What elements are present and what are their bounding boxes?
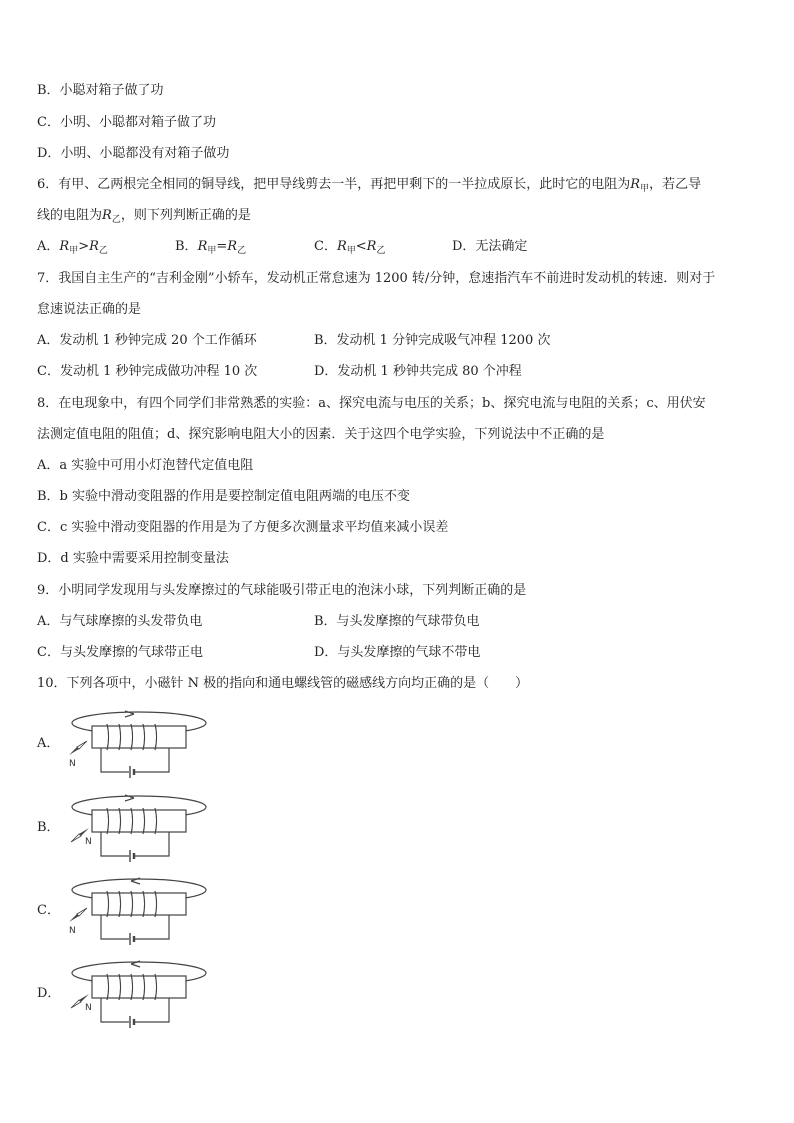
q6-option-c: C．$R_甲<R_乙$ [314, 239, 386, 256]
needle-n-label: N [69, 926, 76, 936]
q7-option-d: D．发动机 1 秒钟共完成 80 个冲程 [314, 364, 522, 379]
q8-option-b: B．b 实验中滑动变阻器的作用是要控制定值电阻两端的电压不变 [37, 489, 411, 504]
q7-stem-line1: 7．我国自主生产的“吉利金刚”小轿车，发动机正常怠速为 1200 转/分钟，怠速指汽车不前进时发动机的转速．则对于 [37, 271, 716, 286]
wire-right [135, 998, 169, 1022]
q7-option-c: C．发动机 1 秒钟完成做功冲程 10 次 [37, 364, 258, 379]
q6-option-b: B．$R_甲=R_乙$ [175, 239, 247, 256]
option-label: C． [37, 903, 60, 918]
solenoid-core [92, 976, 186, 998]
q8-option-a: A．a 实验中可用小灯泡替代定值电阻 [37, 458, 254, 473]
solenoid-core [92, 893, 186, 915]
q6-option-d: D．无法确定 [452, 239, 528, 254]
solenoid-diagram [59, 706, 209, 778]
q9-stem: 9．小明同学发现用与头发摩擦过的气球能吸引带正电的泡沫小球，下列判断正确的是 [37, 583, 527, 598]
wire-right [135, 915, 169, 939]
option-label: A． [37, 736, 60, 751]
compass-needle-icon [69, 908, 87, 922]
q6-stem-line2: 线的电阻为$R_乙$，则下列判断正确的是 [37, 208, 251, 225]
solenoid-diagram [59, 956, 209, 1028]
option-label: B． [37, 820, 60, 835]
solenoid-diagram [59, 790, 209, 862]
wire-left [101, 832, 129, 856]
solenoid-core [92, 810, 186, 832]
q9-option-a: A．与气球摩擦的头发带负电 [37, 614, 203, 629]
q7-option-b: B．发动机 1 分钟完成吸气冲程 1200 次 [314, 333, 551, 348]
q5-option-d: D．小明、小聪都没有对箱子做功 [37, 146, 230, 161]
q8-stem-line2: 法测定值电阻的阻值；d、探究影响电阻大小的因素．关于这四个电学实验，下列说法中不正确的是 [37, 427, 605, 442]
q5-option-b: B．小聪对箱子做了功 [37, 83, 164, 98]
q10-stem: 10．下列各项中，小磁针 N 极的指向和通电螺线管的磁感线方向均正确的是（ ） [37, 676, 529, 691]
option-label: D． [37, 986, 61, 1001]
q8-option-d: D．d 实验中需要采用控制变量法 [37, 551, 229, 566]
needle-n-label: N [85, 1003, 92, 1013]
wire-left [101, 915, 129, 939]
needle-n-label: N [85, 837, 92, 847]
q5-option-c: C．小明、小聪都对箱子做了功 [37, 115, 216, 130]
r-symbol: R [630, 177, 641, 192]
wire-right [135, 832, 169, 856]
q9-option-d: D．与头发摩擦的气球不带电 [314, 645, 481, 660]
q7-option-a: A．发动机 1 秒钟完成 20 个工作循环 [37, 333, 257, 348]
needle-n-label: N [69, 759, 76, 769]
solenoid-core [92, 726, 186, 748]
solenoid-diagram [59, 873, 209, 945]
wire-right [135, 748, 169, 772]
q7-stem-line2: 怠速说法正确的是 [37, 302, 142, 317]
q8-stem-line1: 8．在电现象中，有四个同学们非常熟悉的实验：a、探究电流与电压的关系；b、探究电流与电阻的关系；c、用伏安 [37, 396, 706, 411]
q6-stem-line1: 6．有甲、乙两根完全相同的铜导线，把甲导线剪去一半，再把甲剩下的一半拉成原长，此时它的电阻为$R_甲$，若乙导 [37, 177, 702, 194]
q6-option-a: A．$R_甲>R_乙$ [37, 239, 108, 256]
q9-option-c: C．与头发摩擦的气球带正电 [37, 645, 203, 660]
wire-left [101, 998, 129, 1022]
compass-needle-icon [69, 741, 87, 755]
wire-left [101, 748, 129, 772]
q9-option-b: B．与头发摩擦的气球带负电 [314, 614, 480, 629]
q8-option-c: C．c 实验中滑动变阻器的作用是为了方便多次测量求平均值来减小误差 [37, 520, 449, 535]
